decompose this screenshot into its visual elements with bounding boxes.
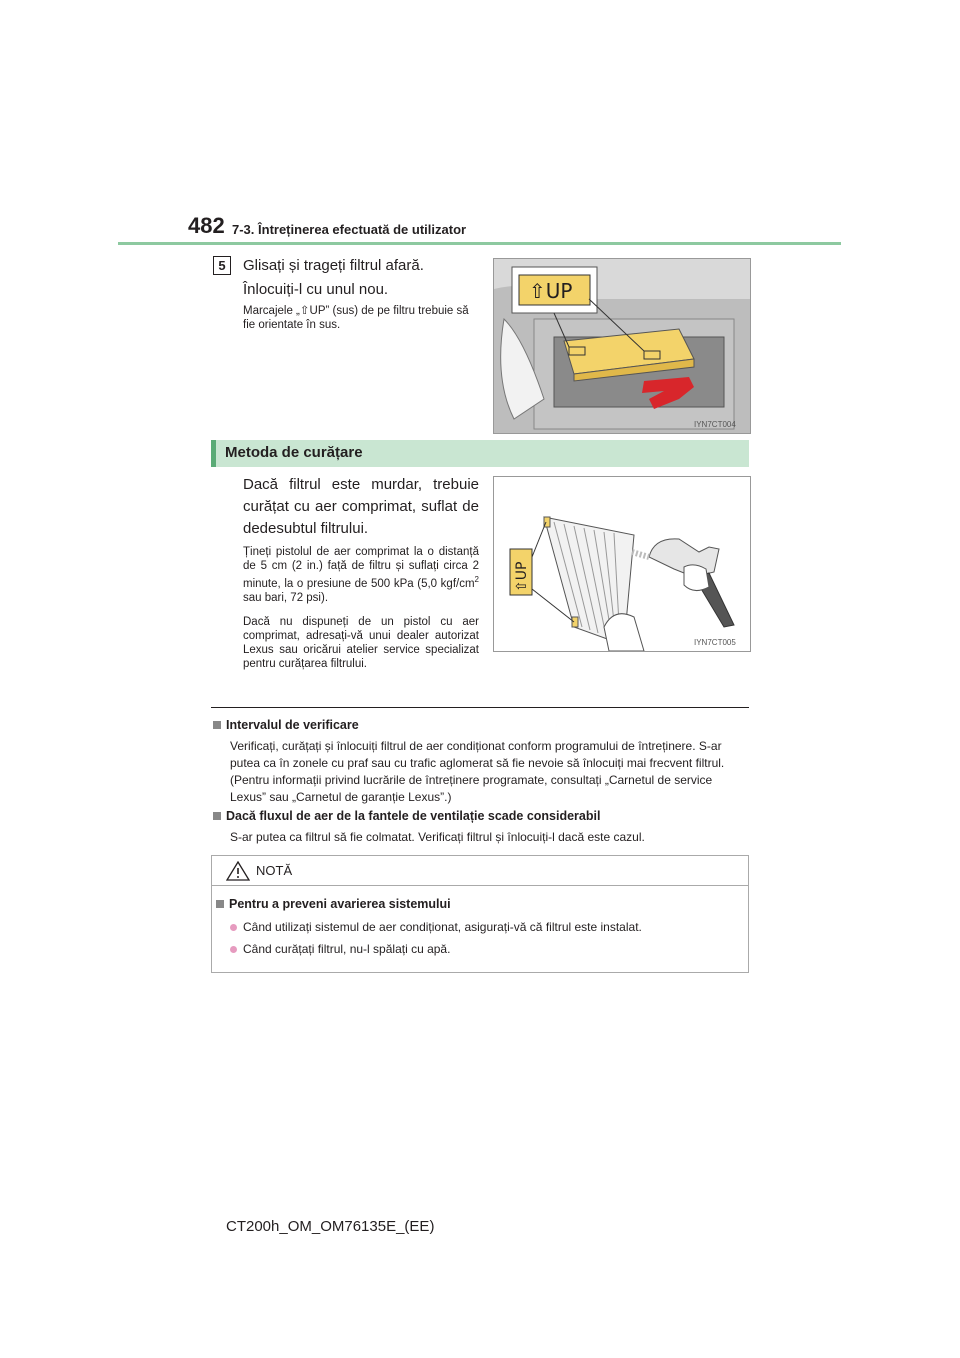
fig2-code: IYN7CT005 bbox=[694, 638, 736, 647]
header-rule bbox=[118, 242, 841, 245]
notice-bullet: Când utilizați sistemul de aer condiționat, asigurați-vă că filtrul este instalat. bbox=[230, 920, 642, 934]
interval-body: Verificați, curățați și înlocuiți filtrul de aer condiționat conform programului de întreținere. S-ar putea ca în zonele cu praf sau cu trafic aglomerat să fie nevoie să înlocuiți mai frecvent filtrul. (Pentru informații privind lucrările de întreținere programate, consultați „Carnetul de service Lexus” sau „Carnetul de garanție Lexus”.) bbox=[230, 739, 725, 804]
notice-subtitle: Pentru a preveni avarierea sistemului bbox=[216, 897, 451, 911]
step-text: Glisați și trageți filtrul afară. Înlocuiți-l cu unul nou. bbox=[243, 257, 424, 298]
fig1-code: IYN7CT004 bbox=[694, 420, 736, 429]
filter-cleaning-illustration bbox=[493, 476, 751, 652]
notice-bullet: Când curățați filtrul, nu-l spălați cu apă. bbox=[230, 942, 450, 956]
step-number: 5 bbox=[213, 256, 231, 275]
section-heading bbox=[211, 440, 749, 467]
fig1-up-label: ⇧UP bbox=[529, 279, 573, 303]
cleaning-note-pressure: Țineți pistolul de aer comprimat la o distanță de 5 cm (2 in.) față de filtru și suflați circa 2 minute, la o presiune de 500 kPa (5,0 kgf/$cm^2$ sau bari, 72 psi). bbox=[243, 546, 479, 604]
step-note: Marcajele „⇧UP” (sus) de pe filtru trebuie să fie orientate în sus. bbox=[243, 305, 469, 331]
square-bullet-icon bbox=[216, 900, 224, 908]
cleaning-note-dealer: Dacă nu dispuneți de un pistol cu aer comprimat, adresați-vă unui dealer autorizat Lexus sau oricărui atelier service specializat pentru curățarea filtrului. bbox=[243, 616, 479, 670]
square-bullet-icon bbox=[213, 721, 221, 729]
section-heading-text: Metoda de curățare bbox=[225, 444, 363, 461]
notice-header bbox=[212, 856, 748, 886]
section-divider bbox=[211, 707, 749, 708]
notice-box bbox=[211, 855, 749, 973]
filter-removal-illustration bbox=[493, 258, 751, 434]
interval-heading: Intervalul de verificare bbox=[213, 718, 359, 732]
chapter-title: 7-3. Întreținerea efectuată de utilizator bbox=[232, 222, 467, 237]
cleaning-text: Dacă filtrul este murdar, trebuie curățat cu aer comprimat, suflat de dedesubtul filtrului. bbox=[243, 476, 479, 537]
fig2-up-label: ⇧UP bbox=[514, 561, 530, 592]
page-number: 482 bbox=[188, 213, 225, 238]
document-code: CT200h_OM_OM76135E_(EE) bbox=[226, 1218, 435, 1235]
square-bullet-icon bbox=[213, 812, 221, 820]
bullet-dot-icon bbox=[230, 924, 237, 931]
airflow-heading: Dacă fluxul de aer de la fantele de ventilație scade considerabil bbox=[213, 809, 600, 823]
airflow-body: S-ar putea ca filtrul să fie colmatat. Verificați filtrul și înlocuiți-l dacă este cazul. bbox=[230, 830, 645, 844]
notice-label: NOTĂ bbox=[256, 863, 293, 878]
warning-icon bbox=[226, 861, 250, 881]
bullet-dot-icon bbox=[230, 946, 237, 953]
